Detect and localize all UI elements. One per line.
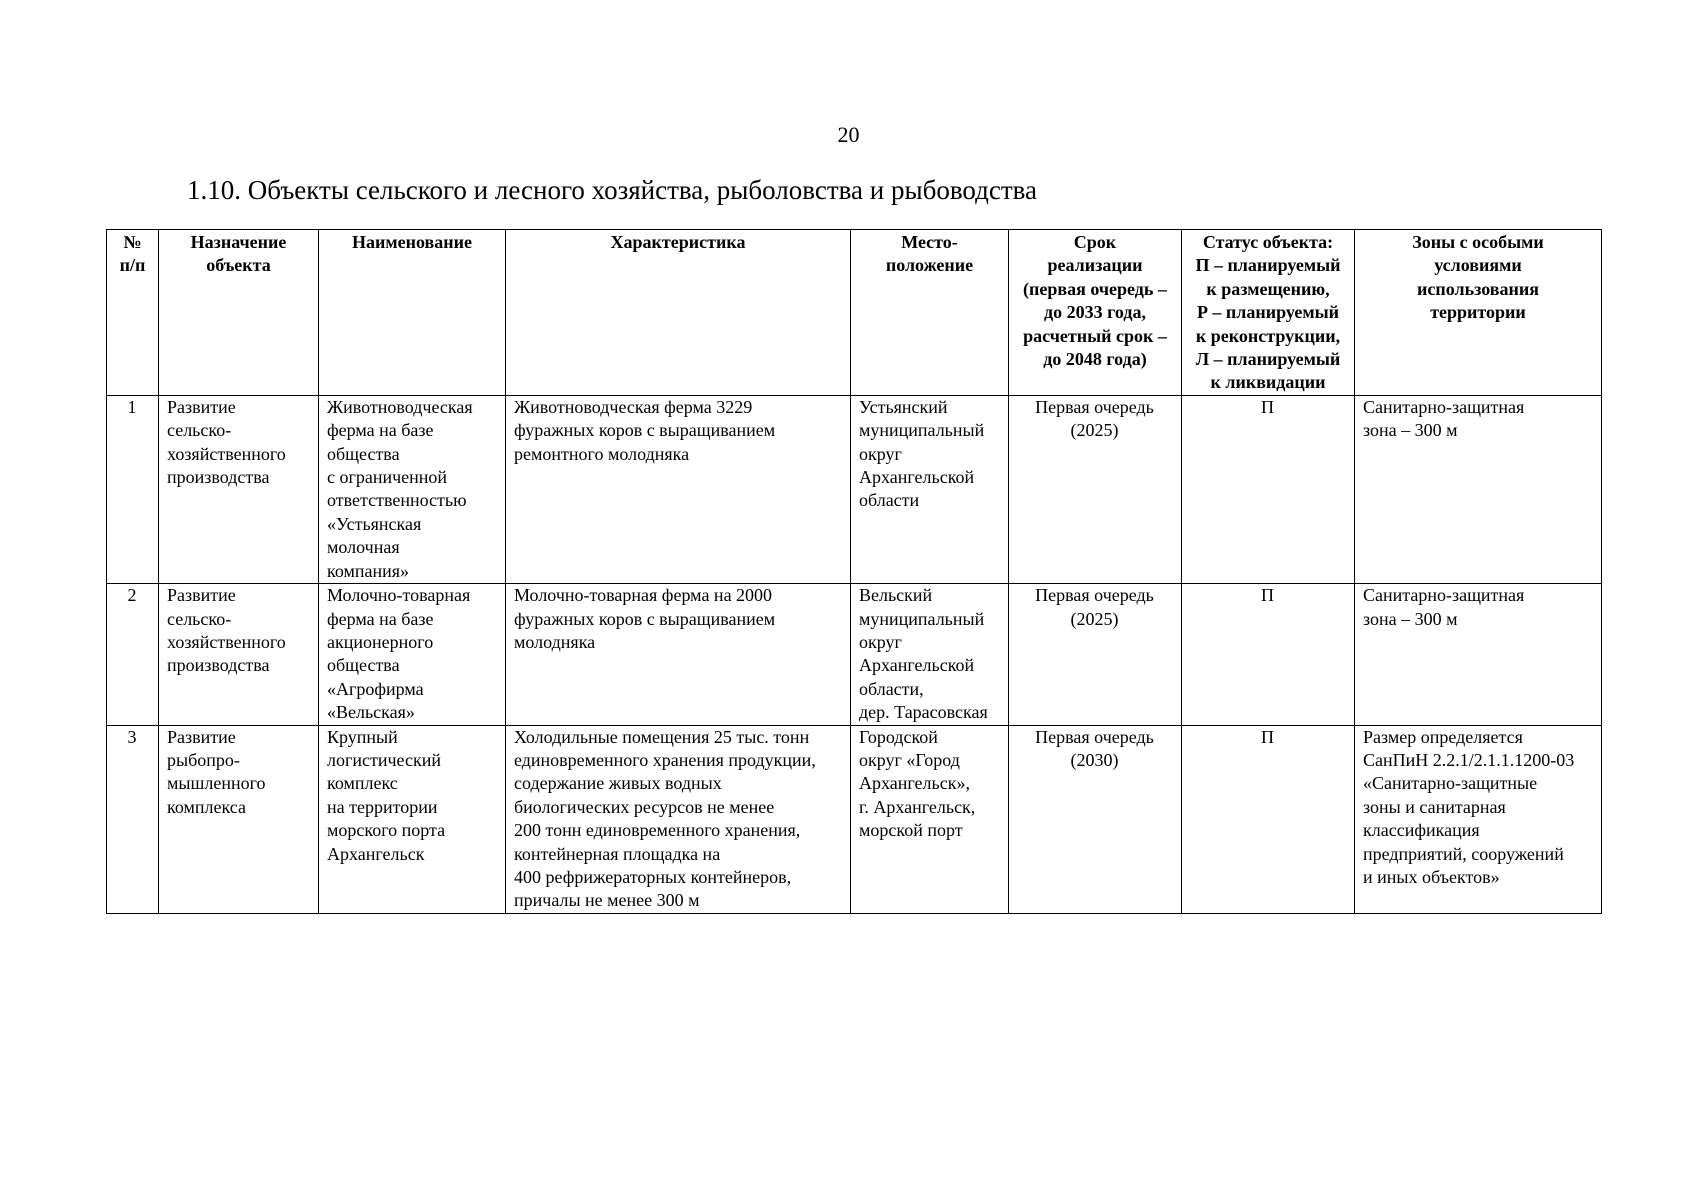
- header-purpose: Назначение объекта: [159, 230, 319, 396]
- cell-name: Крупный логистический комплекс на территории морского порта Архангельск: [319, 725, 506, 913]
- cell-number: 3: [107, 725, 159, 913]
- cell-status: П: [1182, 395, 1355, 583]
- table-row: [107, 395, 1602, 583]
- page-number: 20: [837, 122, 860, 147]
- cell-location: Устьянский муниципальный округ Архангельской области: [851, 395, 1009, 583]
- cell-status: П: [1182, 725, 1355, 913]
- header-location: Место- положение: [851, 230, 1009, 396]
- header-number: № п/п: [107, 230, 159, 396]
- cell-number: 2: [107, 584, 159, 725]
- cell-status: П: [1182, 584, 1355, 725]
- cell-characteristic: Холодильные помещения 25 тыс. тонн единовременного хранения продукции, содержание живых водных биологических ресурсов не менее 200 тонн единовременного хранения, контейнерная площадка на 400 рефрижераторных контейнеров, причалы не менее 300 м: [506, 725, 851, 913]
- header-zones: Зоны с особыми условиями использования территории: [1355, 230, 1602, 396]
- header-characteristic: Характеристика: [506, 230, 851, 396]
- cell-number: 1: [107, 395, 159, 583]
- section-title: 1.10. Объекты сельского и лесного хозяйства, рыболовства и рыбоводства: [187, 175, 1038, 205]
- header-status: Статус объекта: П – планируемый к размещению, Р – планируемый к реконструкции, Л – планируемый к ликвидации: [1182, 230, 1355, 396]
- cell-zones: Размер определяется СанПиН 2.2.1/2.1.1.1200-03 «Санитарно-защитные зоны и санитарная классификация предприятий, сооружений и иных объектов»: [1355, 725, 1602, 913]
- cell-purpose: Развитие сельско- хозяйственного производства: [159, 584, 319, 725]
- table-row: [107, 725, 1602, 913]
- cell-zones: Санитарно-защитная зона – 300 м: [1355, 395, 1602, 583]
- cell-name: Животноводческая ферма на базе общества с ограниченной ответственностью «Устьянская молочная компания»: [319, 395, 506, 583]
- cell-location: Вельский муниципальный округ Архангельской области, дер. Тарасовская: [851, 584, 1009, 725]
- cell-characteristic: Молочно-товарная ферма на 2000 фуражных коров с выращиванием молодняка: [506, 584, 851, 725]
- objects-table: [106, 229, 1602, 914]
- header-name: Наименование: [319, 230, 506, 396]
- cell-characteristic: Животноводческая ферма 3229 фуражных коров с выращиванием ремонтного молодняка: [506, 395, 851, 583]
- cell-term: Первая очередь (2025): [1009, 584, 1182, 725]
- cell-location: Городской округ «Город Архангельск», г. Архангельск, морской порт: [851, 725, 1009, 913]
- cell-term: Первая очередь (2025): [1009, 395, 1182, 583]
- cell-name: Молочно-товарная ферма на базе акционерного общества «Агрофирма «Вельская»: [319, 584, 506, 725]
- cell-purpose: Развитие сельско- хозяйственного производства: [159, 395, 319, 583]
- table-header-row: [107, 230, 1602, 396]
- cell-term: Первая очередь (2030): [1009, 725, 1182, 913]
- table-row: [107, 584, 1602, 725]
- header-term: Срок реализации (первая очередь – до 2033 года, расчетный срок – до 2048 года): [1009, 230, 1182, 396]
- cell-zones: Санитарно-защитная зона – 300 м: [1355, 584, 1602, 725]
- cell-purpose: Развитие рыбопро- мышленного комплекса: [159, 725, 319, 913]
